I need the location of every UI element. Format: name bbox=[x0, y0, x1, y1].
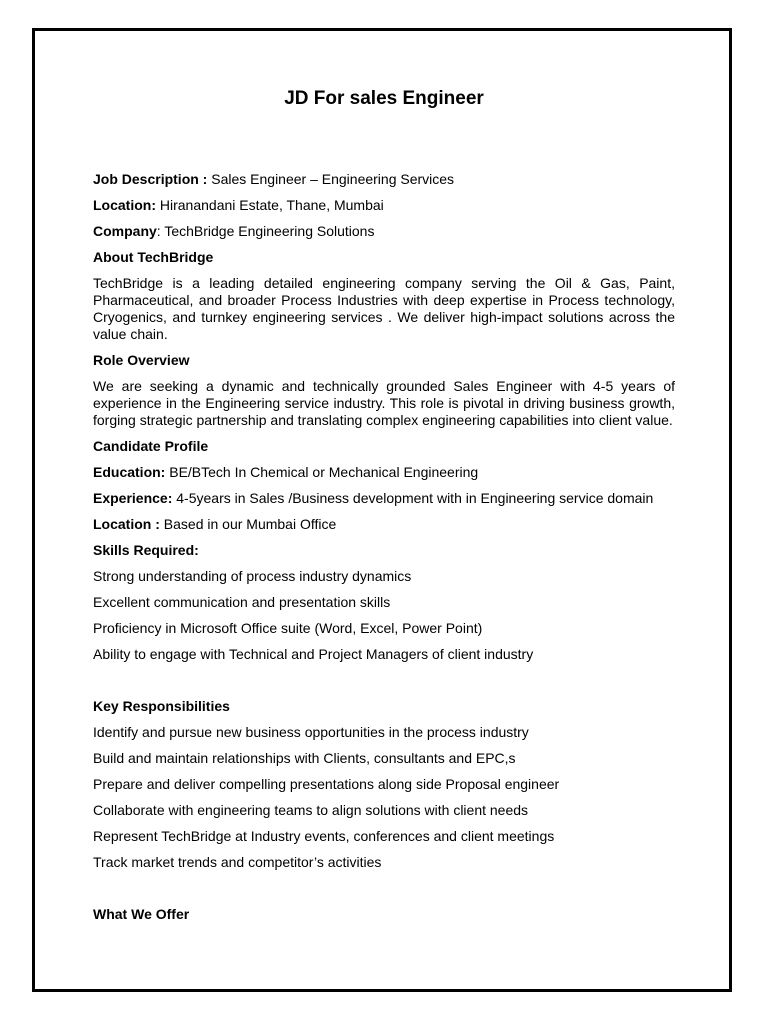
role-overview-paragraph: We are seeking a dynamic and technically grounded Sales Engineer with 4-5 years of experience in the Engineering service industry. This role is pivotal in driving business growth, forging strategic partnership and translating complex engineering capabilities into client value. bbox=[93, 378, 675, 428]
section-spacer bbox=[93, 880, 675, 906]
education-label: Education: bbox=[93, 464, 166, 480]
company-value: : TechBridge Engineering Solutions bbox=[156, 223, 375, 239]
about-paragraph: TechBridge is a leading detailed engineering company serving the Oil & Gas, Paint, Pharmaceutical, and broader Process Industries with deep expertise in Process technology, Cryogenics, and turnkey engineering services . We deliver high-impact solutions across the value chain. bbox=[93, 275, 675, 342]
job-description-value: Sales Engineer – Engineering Services bbox=[207, 171, 455, 187]
skill-item: Ability to engage with Technical and Project Managers of client industry bbox=[93, 646, 534, 662]
location-label: Location: bbox=[93, 197, 156, 213]
job-description-line bbox=[93, 171, 675, 188]
section-spacer bbox=[93, 672, 675, 698]
job-description-label: Job Description : bbox=[93, 171, 208, 187]
skill-item: Excellent communication and presentation skills bbox=[93, 594, 391, 610]
education-value: BE/BTech In Chemical or Mechanical Engineering bbox=[165, 464, 479, 480]
skills-heading: Skills Required: bbox=[93, 542, 199, 558]
responsibility-item: Track market trends and competitor’s activities bbox=[93, 854, 382, 870]
candidate-location-value: Based in our Mumbai Office bbox=[159, 516, 337, 532]
what-we-offer-heading: What We Offer bbox=[93, 906, 190, 922]
responsibility-item: Represent TechBridge at Industry events, conferences and client meetings bbox=[93, 828, 555, 844]
responsibilities-heading: Key Responsibilities bbox=[93, 698, 230, 714]
company-label: Company bbox=[93, 223, 157, 239]
document-body bbox=[93, 171, 675, 932]
candidate-location-line bbox=[93, 516, 675, 533]
responsibility-item: Collaborate with engineering teams to align solutions with client needs bbox=[93, 802, 529, 818]
experience-line bbox=[93, 490, 675, 507]
skill-item: Proficiency in Microsoft Office suite (Word, Excel, Power Point) bbox=[93, 620, 483, 636]
experience-label: Experience: bbox=[93, 490, 173, 506]
location-value: Hiranandani Estate, Thane, Mumbai bbox=[156, 197, 384, 213]
responsibility-item: Prepare and deliver compelling presentations along side Proposal engineer bbox=[93, 776, 560, 792]
skill-item: Strong understanding of process industry dynamics bbox=[93, 568, 412, 584]
responsibility-item: Identify and pursue new business opportunities in the process industry bbox=[93, 724, 529, 740]
role-overview-heading: Role Overview bbox=[93, 352, 190, 368]
company-line bbox=[93, 223, 675, 240]
candidate-location-label: Location : bbox=[93, 516, 160, 532]
education-line bbox=[93, 464, 675, 481]
experience-value: 4-5years in Sales /Business development with in Engineering service domain bbox=[172, 490, 654, 506]
about-heading: About TechBridge bbox=[93, 249, 214, 265]
document-title: JD For sales Engineer bbox=[284, 88, 484, 109]
candidate-profile-heading: Candidate Profile bbox=[93, 438, 209, 454]
responsibility-item: Build and maintain relationships with Clients, consultants and EPC,s bbox=[93, 750, 516, 766]
location-line bbox=[93, 197, 675, 214]
